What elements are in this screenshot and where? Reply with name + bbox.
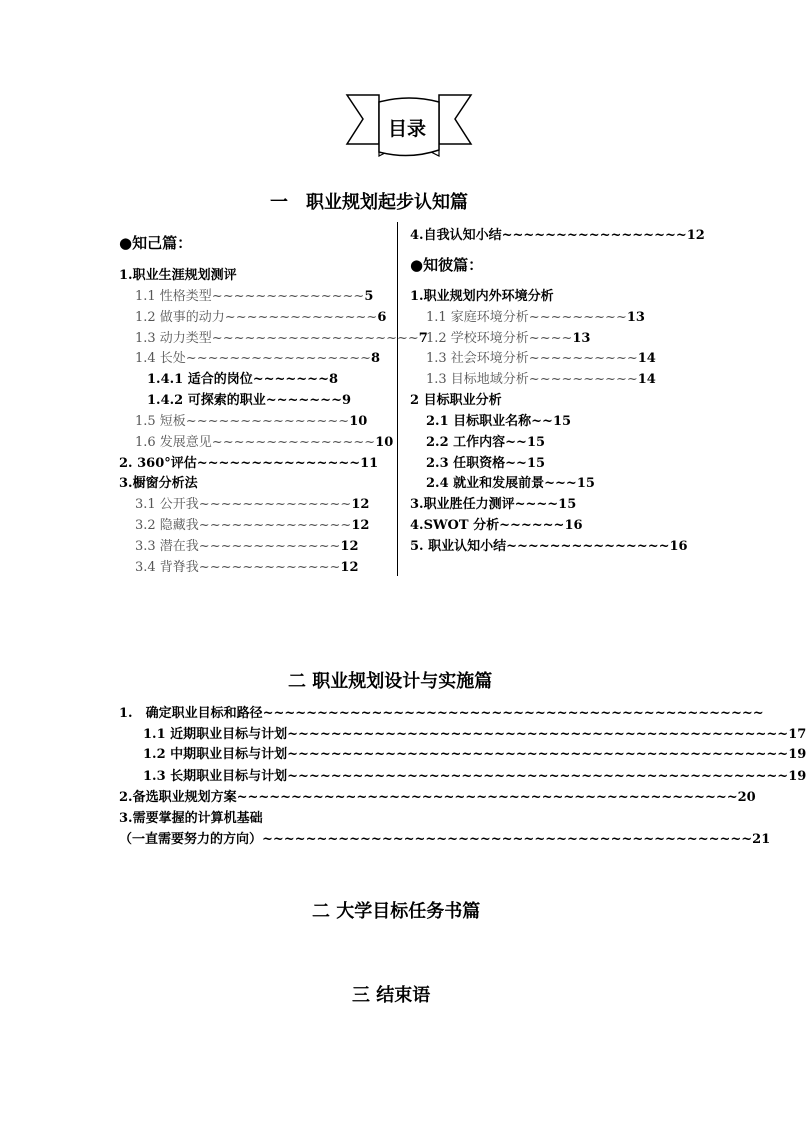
toc-entry: 2.2 工作内容~~15 bbox=[426, 435, 546, 450]
toc-entry: 4.SWOT 分析~~~~~~16 bbox=[410, 518, 583, 533]
toc-entry: 4.自我认知小结~~~~~~~~~~~~~~~~~12 bbox=[410, 228, 705, 243]
toc-entry: 1.3 长期职业目标与计划~~~~~~~~~~~~~~~~~~~~~~~~~~~~~~~~~~~~~~~~~~~~~~19 bbox=[143, 769, 806, 784]
part2-heading: 二 职业规划设计与实施篇 bbox=[288, 671, 493, 692]
toc-entry: 1.1 性格类型~~~~~~~~~~~~~~5 bbox=[135, 289, 374, 304]
toc-entry: 1.3 社会环境分析~~~~~~~~~~14 bbox=[426, 351, 656, 366]
toc-entry: （一直需要努力的方向）~~~~~~~~~~~~~~~~~~~~~~~~~~~~~~~~~~~~~~~~~~~~~21 bbox=[119, 832, 771, 847]
toc-entry: 1.1 家庭环境分析~~~~~~~~~13 bbox=[426, 310, 645, 325]
part1-heading: 一 职业规划起步认知篇 bbox=[270, 192, 468, 213]
toc-entry: 2.备选职业规划方案~~~~~~~~~~~~~~~~~~~~~~~~~~~~~~~~~~~~~~~~~~~~~~20 bbox=[119, 790, 756, 805]
toc-entry: 2. 360°评估~~~~~~~~~~~~~~~11 bbox=[119, 456, 379, 471]
toc-entry: 5. 职业认知小结~~~~~~~~~~~~~~~16 bbox=[410, 539, 688, 554]
toc-entry: 3.2 隐藏我~~~~~~~~~~~~~~12 bbox=[135, 518, 370, 533]
banner-title: 目录 bbox=[387, 118, 426, 140]
toc-entry: 3.3 潜在我~~~~~~~~~~~~~12 bbox=[135, 539, 359, 554]
toc-entry: 1.3 动力类型~~~~~~~~~~~~~~~~~~~7 bbox=[135, 331, 428, 346]
toc-entry: 1.2 学校环境分析~~~~13 bbox=[426, 331, 591, 346]
part3-heading: 二 大学目标任务书篇 bbox=[312, 901, 481, 922]
toc-entry: 1. 确定职业目标和路径~~~~~~~~~~~~~~~~~~~~~~~~~~~~~~~~~~~~~~~~~~~~~~ bbox=[119, 706, 764, 721]
toc-entry: 1.职业生涯规划测评 bbox=[119, 268, 237, 283]
right-section-title: ●知彼篇： bbox=[410, 256, 484, 274]
toc-entry: 1.1 近期职业目标与计划~~~~~~~~~~~~~~~~~~~~~~~~~~~~~~~~~~~~~~~~~~~~~~17 bbox=[143, 727, 806, 742]
toc-entry: 1.5 短板~~~~~~~~~~~~~~~10 bbox=[135, 414, 368, 429]
toc-entry: 3.职业胜任力测评~~~~15 bbox=[410, 497, 577, 512]
toc-entry: 2.1 目标职业名称~~15 bbox=[426, 414, 572, 429]
toc-entry: 2.3 任职资格~~15 bbox=[426, 456, 546, 471]
toc-entry: 3.橱窗分析法 bbox=[119, 476, 198, 491]
toc-entry: 1.3 目标地域分析~~~~~~~~~~14 bbox=[426, 372, 656, 387]
toc-entry: 1.2 做事的动力~~~~~~~~~~~~~~6 bbox=[135, 310, 387, 325]
toc-entry: 1.2 中期职业目标与计划~~~~~~~~~~~~~~~~~~~~~~~~~~~~~~~~~~~~~~~~~~~~~~19 bbox=[143, 747, 806, 762]
toc-entry: 1.4 长处~~~~~~~~~~~~~~~~~8 bbox=[135, 351, 381, 366]
left-section-title: ●知己篇： bbox=[119, 234, 193, 252]
toc-entry: 1.职业规划内外环境分析 bbox=[410, 289, 554, 304]
toc-entry: 1.4.2 可探索的职业~~~~~~~9 bbox=[147, 393, 352, 408]
toc-entry: 3.1 公开我~~~~~~~~~~~~~~12 bbox=[135, 497, 370, 512]
toc-entry: 3.需要掌握的计算机基础 bbox=[119, 811, 263, 826]
toc-entry: 1.6 发展意见~~~~~~~~~~~~~~~10 bbox=[135, 435, 394, 450]
toc-entry: 1.4.1 适合的岗位~~~~~~~8 bbox=[147, 372, 339, 387]
toc-entry: 2 目标职业分析 bbox=[410, 393, 502, 408]
column-divider bbox=[397, 222, 398, 576]
toc-entry: 2.4 就业和发展前景~~~15 bbox=[426, 476, 595, 491]
toc-entry: 3.4 背脊我~~~~~~~~~~~~~12 bbox=[135, 560, 359, 575]
part4-heading: 三 结束语 bbox=[352, 985, 431, 1006]
